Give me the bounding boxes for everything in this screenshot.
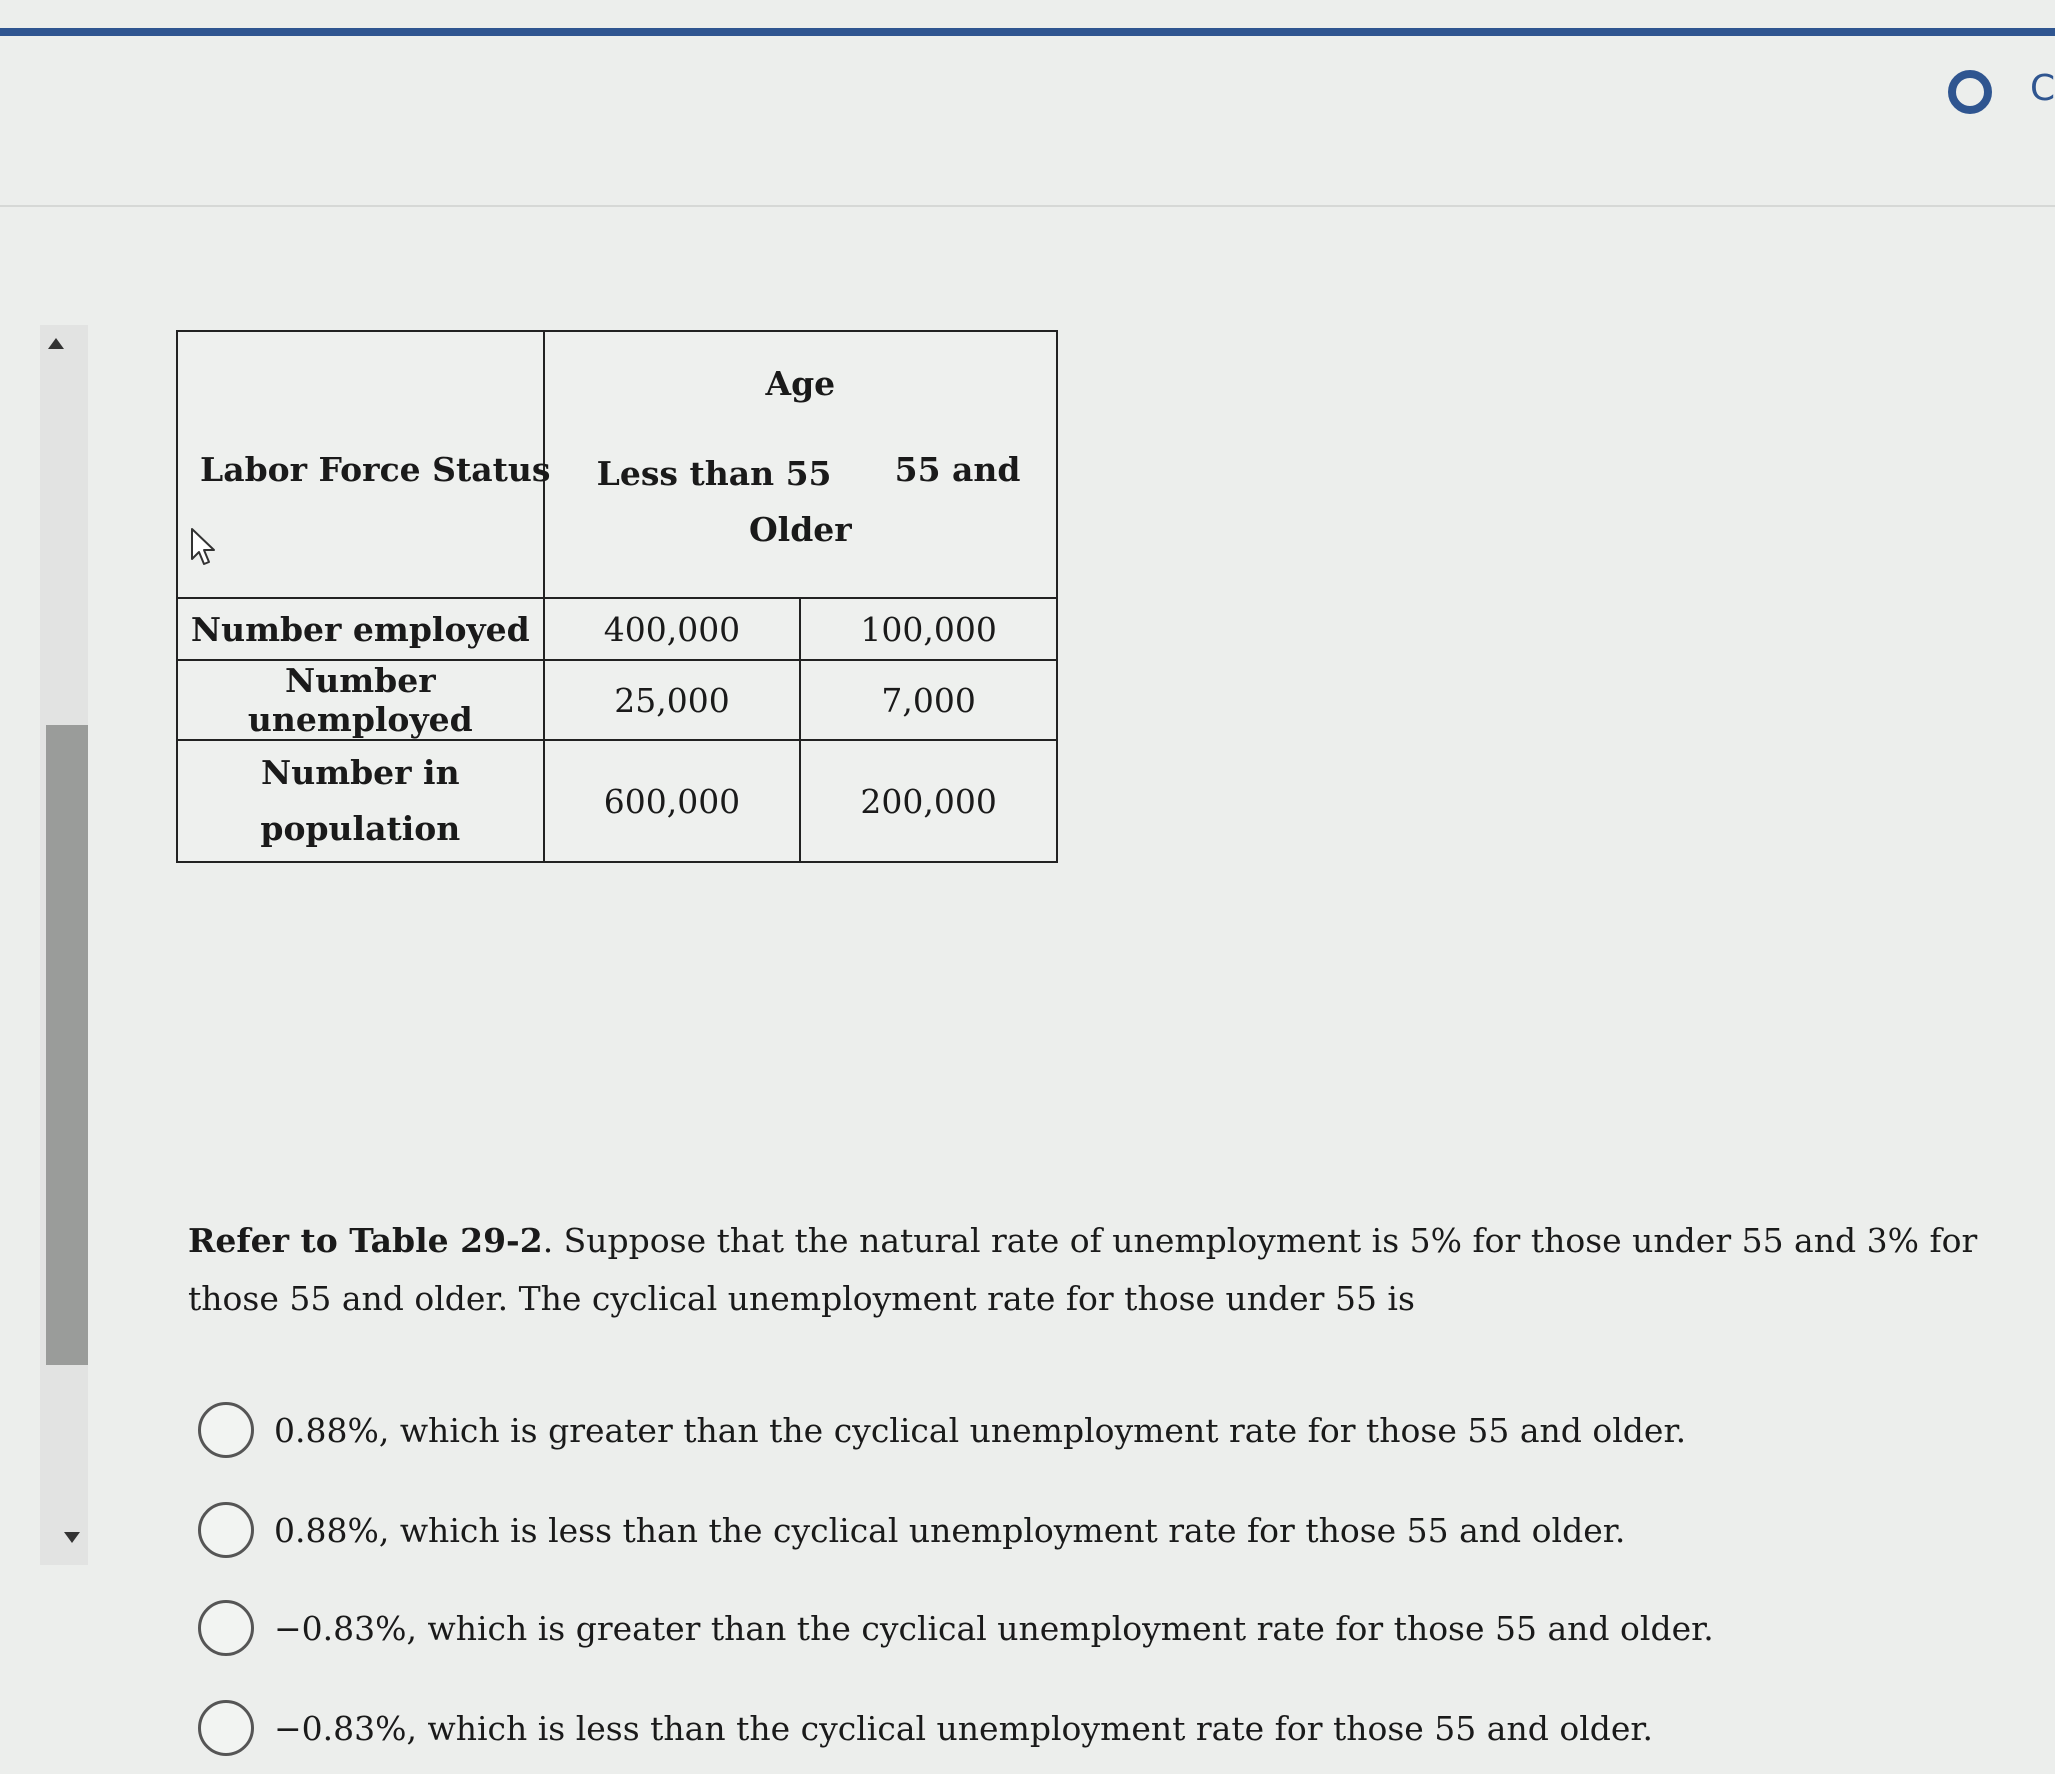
radio-button-icon[interactable] bbox=[198, 1502, 254, 1558]
radio-button-icon[interactable] bbox=[198, 1700, 254, 1756]
labor-force-table bbox=[176, 330, 1058, 863]
top-accent-bar bbox=[0, 28, 2055, 36]
row-label-population-line2: population bbox=[260, 809, 461, 848]
answer-option-4[interactable] bbox=[198, 1696, 1653, 1760]
answer-option-label: 0.88%, which is less than the cyclical unemployment rate for those 55 and older. bbox=[274, 1510, 1626, 1550]
header-age-label: Age bbox=[765, 364, 836, 403]
header-older: Older bbox=[748, 510, 852, 549]
radio-button-icon[interactable] bbox=[198, 1600, 254, 1656]
answer-option-label: 0.88%, which is greater than the cyclical unemployment rate for those 55 and older. bbox=[274, 1410, 1687, 1450]
question-body: . Suppose that the natural rate of unemployment is 5% for those under 55 and 3% for those 55 and older. The cyclical unemployment rate for those under 55 is bbox=[188, 1221, 1978, 1318]
question-table-reference: Refer to Table 29-2 bbox=[188, 1221, 543, 1260]
row-label-population-line1: Number in bbox=[261, 753, 460, 792]
table-header-row bbox=[177, 331, 1057, 598]
status-letter: C bbox=[2030, 68, 2055, 109]
table-row bbox=[177, 598, 1057, 660]
row-label-employed: Number employed bbox=[177, 598, 544, 660]
header-labor-force-status bbox=[177, 331, 551, 598]
table-row bbox=[177, 660, 1057, 740]
answer-option-label: −0.83%, which is less than the cyclical unemployment rate for those 55 and older. bbox=[274, 1708, 1654, 1748]
header-less-than-55: Less than 55 bbox=[596, 454, 832, 493]
header-divider bbox=[0, 205, 2055, 207]
cell-unemployed-55-older: 7,000 bbox=[800, 660, 1057, 740]
scroll-down-arrow-icon[interactable] bbox=[64, 1532, 80, 1543]
table-row bbox=[177, 740, 1057, 862]
row-label-population bbox=[177, 740, 544, 862]
cell-population-55-older: 200,000 bbox=[800, 740, 1057, 862]
scrollbar-thumb[interactable] bbox=[46, 725, 88, 1365]
answer-option-3[interactable] bbox=[198, 1596, 1714, 1660]
row-label-unemployed: Number unemployed bbox=[177, 660, 544, 740]
status-ring-icon[interactable] bbox=[1948, 70, 1992, 114]
cell-employed-under-55: 400,000 bbox=[544, 598, 801, 660]
scroll-up-arrow-icon[interactable] bbox=[48, 338, 64, 349]
header-55-and: 55 and bbox=[894, 450, 1021, 489]
answer-option-label: −0.83%, which is greater than the cyclical unemployment rate for those 55 and older. bbox=[274, 1608, 1714, 1648]
cell-employed-55-older: 100,000 bbox=[800, 598, 1057, 660]
question-text bbox=[188, 1212, 2028, 1328]
header-age-group bbox=[544, 331, 1057, 598]
answer-option-2[interactable] bbox=[198, 1498, 1625, 1562]
answer-option-1[interactable] bbox=[198, 1398, 1686, 1462]
mouse-cursor-icon bbox=[190, 527, 218, 567]
header-status-label: Labor Force Status bbox=[200, 450, 551, 489]
cell-unemployed-under-55: 25,000 bbox=[544, 660, 801, 740]
radio-button-icon[interactable] bbox=[198, 1402, 254, 1458]
cell-population-under-55: 600,000 bbox=[544, 740, 801, 862]
